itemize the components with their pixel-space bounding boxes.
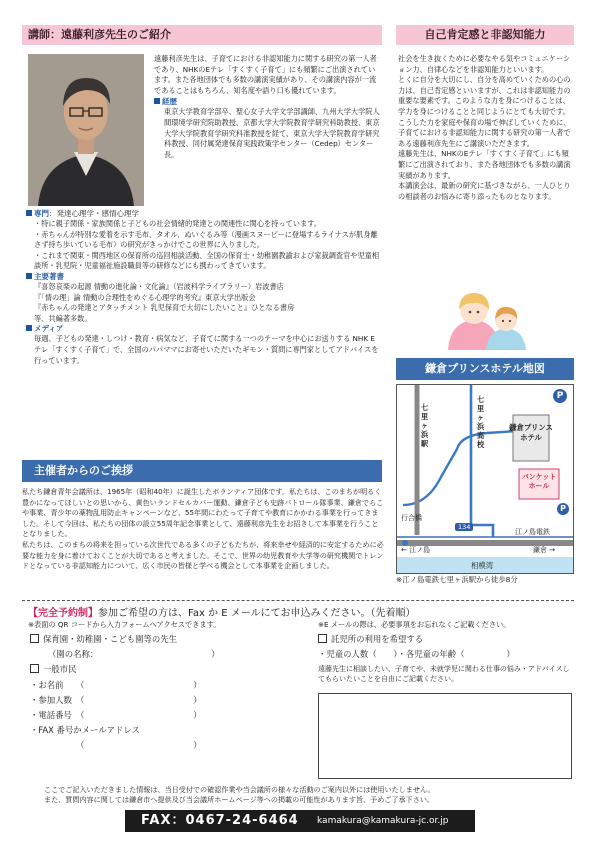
books-title (26, 272, 382, 282)
form-left-fields (30, 632, 302, 754)
form-title-text: 参加ご希望の方は、Fax か E メールにてお申込みください。（先着順） (98, 608, 416, 619)
specialty-item: ・特に親子関係・家族関係と子どもの社会情緒的発達との関連性に関心を持っています。 (34, 219, 321, 228)
attendees-field[interactable]: ・参加人数 （ ） (30, 694, 202, 705)
specialty-title: 専門 (34, 209, 49, 218)
square-bullet-icon (154, 98, 160, 104)
greeting-body (22, 487, 384, 572)
map-label-station: 七里ヶ浜駅 (421, 403, 429, 448)
book-item: 『赤ちゃんの発達とアタッチメント 乳児保育で大切にしたいこと』ひとなる書房 (34, 303, 295, 313)
facility-name-field[interactable]: （園の名称： ） (48, 649, 220, 660)
parent-child-illustration (426, 288, 550, 350)
fax-email-field[interactable]: （ ） (30, 740, 202, 751)
map-label-gyoai: 行合橋 (401, 514, 422, 522)
form-note-left: ※表面の QR コードから入力フォームへアクセスできます。 (28, 620, 221, 629)
route-134-badge: 134 (455, 523, 473, 531)
self-esteem-paragraph: 遠藤先生は、NHKのEテレ「すくすく子育て」にも頻繁にご出演されており、また各地団体でも多数の講演実績があります。 (398, 149, 571, 180)
checkbox-icon[interactable] (30, 664, 39, 673)
parent-child-icon (426, 288, 550, 350)
portrait-image (28, 54, 144, 206)
map-label-banquet: バンケットホール (521, 473, 557, 490)
greeting-header-text: 主催者からのご挨拶 (34, 464, 133, 477)
self-esteem-paragraph: 本講演会は、最新の研究に基づきながら、一人ひとりの相談者のお悩みに寄り添ったものとなります。 (398, 181, 571, 201)
career-title-text: 経歴 (162, 97, 177, 107)
privacy-line: ここでご記入いただきました情報は、当日受付での確認作業や当会議所の様々な活動のご案内以外には使用いたしません。 (44, 785, 435, 794)
form-divider (22, 600, 574, 601)
specialty-item: ・赤ちゃんが特別な愛着を示す毛布、タオル、ぬいぐるみ等（漫画スヌーピーに登場するライナスが肌身離さず持ち歩いている毛布）の研究がきっかけでこの世界に入りました。 (34, 229, 378, 250)
map-label-kamakura: 鎌倉 → (533, 546, 556, 554)
greeting-header (22, 460, 382, 482)
media-text: 毎週、子どもの発達・しつけ・教育・病気など、子育てに関する一つのテーマを中心にお送りする NHK E テレ「すくすく子育て」で、全国のパパママにお寄せいただいたギモン・質問に専門家としてアドバイスを行っています。 (34, 334, 379, 365)
square-bullet-icon (26, 325, 32, 331)
teacher-option-label: 保育園・幼稚園・こども園等の先生 (43, 634, 177, 644)
childcare-option-label: 託児所の利用を希望する (331, 634, 424, 644)
career-text: 東京大学教育学部卒、聖心女子大学文学部講師、九州大学大学院人間環境学研究院助教授、京都大学大学院教育学研究科助教授、東京大学大学院教育学研究科准教授を経て、東京大学大学院教育学研究科教授、同付属発達保育実践政策学センター（Cedep）センター長。 (164, 107, 380, 159)
citizen-option-label: 一般市民 (43, 664, 77, 675)
self-esteem-paragraph: こうした力を家庭や保育の場で伸ばしていくために、子育てにおける非認知能力に関する研究の第一人者である遠藤利彦先生にご講演いただきます。 (398, 117, 571, 148)
children-info-field[interactable]: ・児童の人数（ ）・各児童の年齢（ ） (318, 649, 515, 660)
book-item: 『喜怒哀楽の起源 情動の進化論・文化論』（岩波科学ライブラリー）岩波書店 (34, 281, 284, 291)
privacy-notice (44, 785, 564, 805)
lecturer-bio-block (154, 54, 382, 160)
specialty-text: ：発達心理学・感情心理学 (49, 209, 139, 218)
specialty-line (26, 209, 382, 219)
parking-icon: P (553, 389, 567, 403)
lecturer-header (22, 25, 382, 45)
book-item: 等、共編著多数。 (34, 313, 92, 323)
book-item: 『「情の理」論 情動の合理性をめぐる心理学的考究』東京大学出版会 (34, 292, 256, 302)
privacy-line: また、質問内容に関しては鎌倉市へ提供及び当会議所ホームページ等への掲載の可能性があります旨、予めご了承下さい。 (44, 795, 435, 804)
childcare-option[interactable] (318, 632, 574, 647)
phone-field[interactable]: ・電話番号 （ ） (30, 710, 202, 721)
lecturer-photo (28, 54, 144, 206)
checkbox-icon[interactable] (30, 634, 39, 643)
specialty-item: ・これまで関東・関西地区の保育所の巡回相談活動、全国の保育士・幼稚園教諭および家裁調査官や児童相談所・乳児院・児童福祉施設職員等の研修などにも携わってきています。 (34, 250, 380, 271)
map-label-highschool: 七里ヶ浜高校 (477, 395, 485, 449)
lecturer-header-text: 講師：遠藤利彦先生のご紹介 (28, 28, 171, 41)
email-address[interactable]: kamakura@kamakura-jc.or.jp (317, 816, 449, 826)
fax-number: FAX：0467-24-6464 (141, 813, 299, 828)
square-bullet-icon (26, 273, 32, 279)
self-esteem-paragraph: とくに自分を大切にし、自分を高めていくための心の力は、自己肯定感といいますが、これは非認知能力の重要な要素です。このような力を身につけることは、学力を身につけることと同じようにとても大切です。 (398, 75, 571, 116)
consultation-textarea[interactable] (318, 693, 572, 779)
fax-email-label: ・FAX 番号かメールアドレス (30, 725, 140, 736)
greeting-paragraph: 私たちは、このまちの将来を担っている次世代である多くの子どもたちが、将来幸せや経済的に安定するために必要な能力を身に着けておくことが大切であると考えました。そこで、世界の幼児教育や大学等の研究機関でトレンドとなっている非認知能力について、広く市民の皆様と学べる機会として本事業を企画しました。 (22, 539, 384, 571)
form-title (28, 604, 416, 619)
contact-footer (125, 810, 475, 832)
square-bullet-icon (26, 210, 32, 216)
self-esteem-header (396, 25, 574, 45)
parking-icon: P (557, 503, 569, 515)
greeting-paragraph: 私たち鎌倉青年会議所は、1965年（昭和40年）に誕生したボランティア団体です。私たちは、このまちが明るく豊かになってほしいとの思いから、黄色いランドセルカバー運動、鎌倉子ども史跡パトロール隊事業、鎌倉でらこや事業、青少年の薬物乱用防止キャンペーンなど、55年間にわたって子育てや教育にかかわる事業を行ってきました。そして今回は、私たちの団体の設立55周年記念事業として、遠藤利彦先生をお招きして本事業を行うこととなりました。 (22, 487, 384, 539)
media-title-text: メディア (34, 324, 64, 334)
form-title-tag: 【完全予約制】 (28, 608, 98, 619)
map-label-enoshima: ← 江ノ島 (401, 546, 431, 554)
lecturer-bio: 遠藤利彦先生は、子育てにおける非認知能力に関する研究の第一人者であり、NHKのEテレ「すくすく子育て」にも頻繁にご出演されています。また各地団体でも多数の講演実績があり、その講演内容が一流であることはもちろん、知名度や語り口も優れています。 (154, 54, 377, 95)
lecturer-details (26, 209, 382, 366)
map-label-sea: 相模湾 (471, 561, 494, 570)
form-note-right: ※E メールの際は、必要事項をお忘れなくご記載ください。 (318, 620, 511, 629)
map-label-hotel: 鎌倉プリンスホテル (509, 423, 553, 442)
map-note: ※江ノ島電鉄七里ヶ浜駅から徒歩8分 (396, 575, 518, 584)
map-header (396, 358, 574, 380)
career-title (154, 97, 382, 107)
media-title (26, 324, 382, 334)
map-label-enoden: 江ノ島電鉄 (515, 528, 550, 536)
citizen-option[interactable] (30, 662, 302, 677)
access-map (396, 384, 574, 574)
books-title-text: 主要著書 (34, 271, 64, 281)
self-esteem-body (398, 54, 574, 202)
checkbox-icon[interactable] (318, 634, 327, 643)
map-header-text: 鎌倉プリンスホテル地図 (425, 362, 545, 375)
consultation-note: 遠藤先生に相談したい、子育てや、未就学児に関わる仕事の悩み・アドバイスしてもらいたいことを自由にご記載ください。 (318, 665, 570, 684)
name-field[interactable]: ・お名前 （ ） (30, 679, 202, 690)
self-esteem-paragraph: 社会を生き抜くために必要なやる気やコミュニケーション力、自律心などを非認知能力といいます。 (398, 54, 571, 74)
form-right-fields (318, 632, 574, 684)
self-esteem-header-text: 自己肯定感と非認知能力 (424, 28, 546, 41)
teacher-option[interactable] (30, 632, 302, 647)
